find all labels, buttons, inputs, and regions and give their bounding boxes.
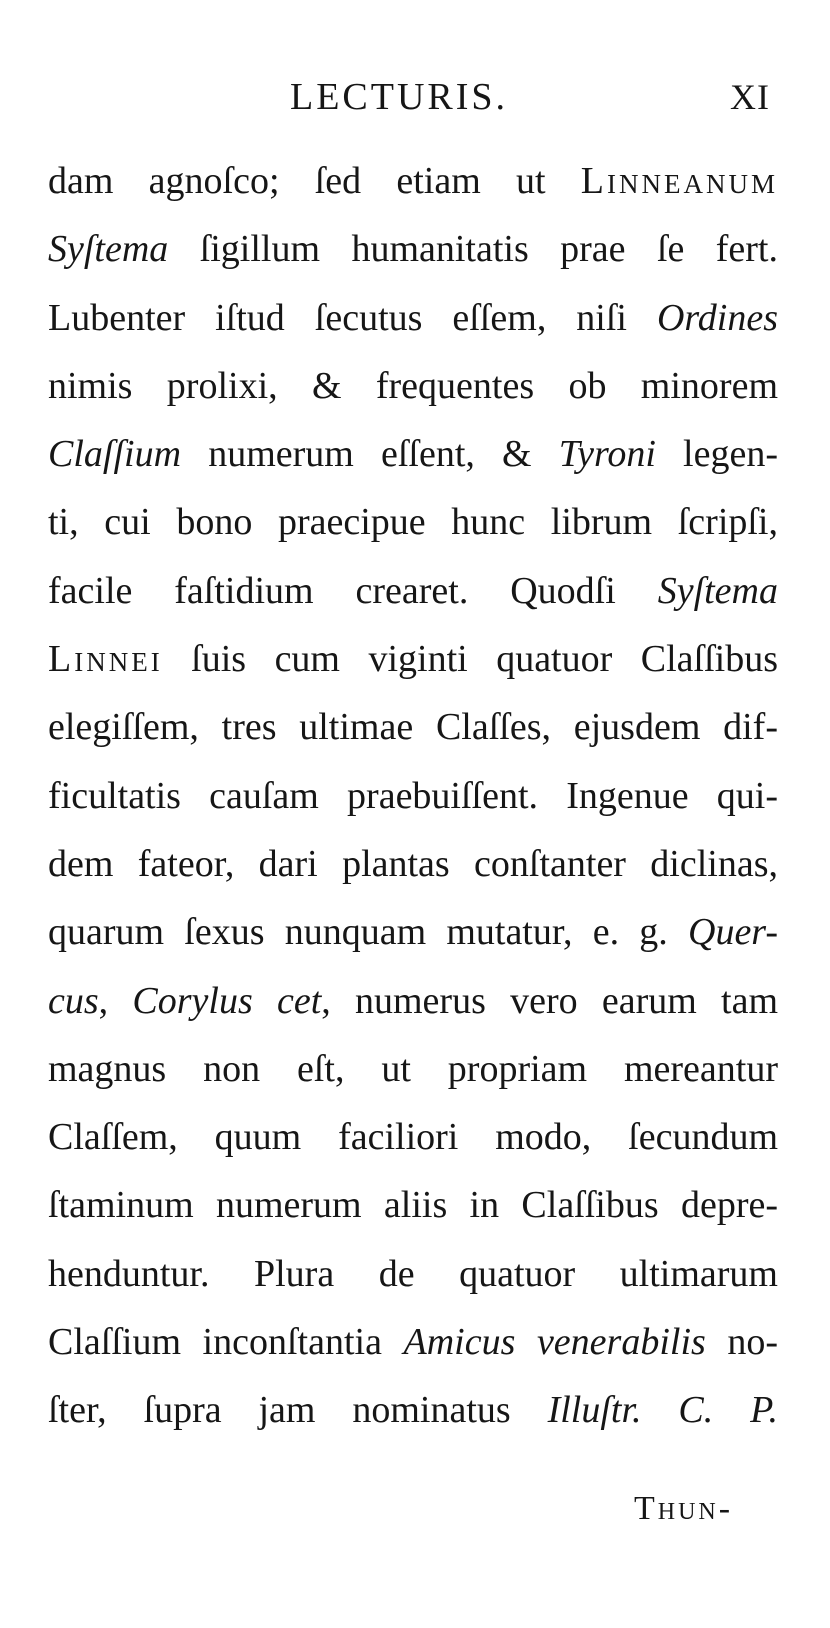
catchword: Thun-	[634, 1490, 734, 1527]
text-line	[48, 425, 778, 493]
text-run: quarum ſexus nunquam mutatur, e. g.	[48, 911, 688, 954]
page-header	[0, 72, 830, 122]
text-run: Lubenter iſtud ſecutus eſſem, niſi	[48, 296, 657, 339]
running-head: LECTURIS.	[290, 76, 509, 118]
text-line	[48, 630, 778, 698]
text-run: elegiſſem, tres ultimae Claſſes, ejusdem dif-	[48, 706, 778, 749]
text-line	[48, 220, 778, 288]
text-run: numerum eſſent, &	[181, 433, 559, 476]
text-run: , numerus vero earum tam	[321, 979, 779, 1022]
text-line	[48, 152, 778, 220]
text-line	[48, 357, 778, 425]
italic-text: Illuſtr. C. P.	[547, 1389, 778, 1432]
italic-text: Amicus venerabilis	[403, 1321, 706, 1364]
text-line	[48, 289, 778, 357]
text-line	[48, 1040, 778, 1108]
text-run: ficultatis cauſam praebuiſſent. Ingenue qui-	[48, 774, 778, 817]
text-line	[48, 562, 778, 630]
text-run: nimis prolixi, & frequentes ob minorem	[48, 364, 778, 407]
text-run: ,	[98, 979, 133, 1022]
text-run: no-	[705, 1321, 779, 1364]
text-run: facile faſtidium crearet. Quodſi	[48, 569, 658, 612]
text-line	[48, 493, 778, 561]
italic-text: cus	[48, 979, 99, 1022]
italic-text: Tyroni	[558, 433, 656, 476]
text-line	[48, 1108, 778, 1176]
text-run: ſuis cum viginti quatuor Claſſibus	[162, 638, 778, 681]
text-run: dem fateor, dari plantas conſtanter diclinas,	[48, 842, 778, 885]
italic-text: Ordines	[656, 296, 778, 339]
text-run: henduntur. Plura de quatuor ultimarum	[48, 1252, 778, 1295]
italic-text: Corylus cet	[132, 979, 322, 1022]
small-caps-text: Linnei	[48, 638, 163, 681]
page-number: XI	[730, 77, 770, 117]
text-run: Claſſem, quum faciliori modo, ſecundum	[48, 1116, 778, 1159]
text-run: legen-	[655, 433, 778, 476]
text-line	[48, 1381, 778, 1449]
text-line	[48, 767, 778, 835]
text-line	[48, 972, 778, 1040]
text-line	[48, 1313, 778, 1381]
small-caps-text: Linneanum	[580, 160, 778, 202]
italic-text: Syſtema	[48, 228, 169, 271]
text-line	[48, 903, 778, 971]
text-line	[48, 1245, 778, 1313]
italic-text: Quer-	[688, 911, 778, 954]
text-run: Claſſium inconſtantia	[48, 1321, 404, 1364]
text-line	[48, 698, 778, 766]
text-run: magnus non eſt, ut propriam mereantur	[48, 1047, 778, 1090]
italic-text: Claſſium	[48, 433, 182, 476]
body-text	[48, 152, 778, 1450]
italic-text: Syſtema	[657, 569, 778, 612]
text-line	[48, 1176, 778, 1244]
text-run: ti, cui bono praecipue hunc librum ſcripſi,	[48, 501, 778, 544]
text-run: dam agnoſco; ſed etiam ut	[48, 160, 581, 202]
text-run: ſigillum humanitatis prae ſe fert.	[168, 228, 778, 271]
text-line	[48, 835, 778, 903]
text-run: ſter, ſupra jam nominatus	[48, 1389, 548, 1432]
text-run: ſtaminum numerum aliis in Claſſibus depre-	[48, 1184, 778, 1227]
